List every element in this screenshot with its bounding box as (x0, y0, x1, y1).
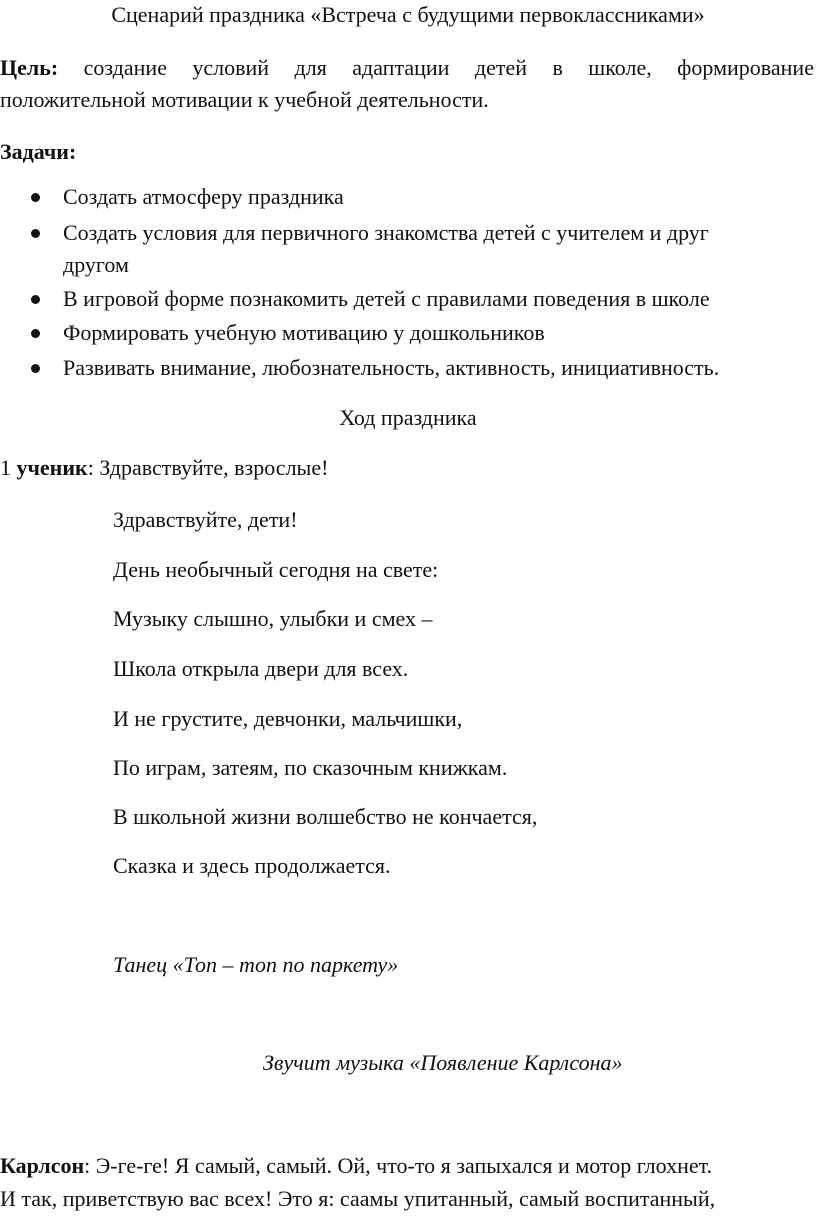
student1-label: ученик (16, 455, 88, 480)
poem-line-2: День необычный сегодня на свете: (113, 557, 439, 582)
goal-label: Цель: (0, 55, 59, 80)
bullet-icon (31, 193, 40, 202)
karlson-line-1 (0, 1155, 712, 1177)
task-item-5: Развивать внимание, любознательность, активность, инициативность. (63, 355, 720, 380)
bullet-icon (31, 329, 40, 338)
student1-number: 1 (0, 455, 11, 480)
goal-text-w7: школе, (588, 55, 652, 80)
goal-text-w4: адаптации (352, 55, 450, 80)
student1-first-line (0, 457, 328, 479)
task-item-4: Формировать учебную мотивацию у дошкольников (63, 320, 545, 345)
task-item-2-cont: другом (63, 252, 129, 277)
goal-text-w3: для (294, 55, 327, 80)
bullet-icon (31, 295, 40, 304)
stage-direction-music: Звучит музыка «Появление Карлсона» (263, 1050, 623, 1075)
tasks-label: Задачи: (0, 139, 77, 164)
goal-text-w6: в (552, 55, 563, 80)
task-item-1: Создать атмосферу праздника (63, 184, 344, 209)
stage-direction-dance: Танец «Топ – топ по паркету» (113, 952, 399, 977)
poem-line-3: Музыку слышно, улыбки и смех – (113, 606, 433, 631)
poem-line-6: По играм, затеям, по сказочным книжкам. (113, 755, 508, 780)
karlson-line-2: И так, приветствую вас всех! Это я: саамы упитанный, самый воспитанный, (0, 1186, 716, 1211)
goal-text-w1: создание (83, 55, 167, 80)
goal-paragraph-line1 (0, 57, 814, 79)
poem-line-8: Сказка и здесь продолжается. (113, 853, 391, 878)
karlson-text-1: : Э-ге-ге! Я самый, самый. Ой, что-то я запыхался и мотор глохнет. (84, 1153, 713, 1178)
bullet-icon (31, 229, 40, 238)
poem-line-1: Здравствуйте, дети! (113, 507, 298, 532)
karlson-label: Карлсон (0, 1153, 85, 1178)
goal-text-line2: положительной мотивации к учебной деятельности. (0, 87, 489, 112)
goal-text-w5: детей (474, 55, 527, 80)
bullet-icon (31, 364, 40, 373)
poem-line-4: Школа открыла двери для всех. (113, 656, 409, 681)
poem-line-7: В школьной жизни волшебство не кончается, (113, 804, 538, 829)
task-item-2: Создать условия для первичного знакомства детей с учителем и друг (63, 220, 709, 245)
poem-line-5: И не грустите, девчонки, мальчишки, (113, 706, 463, 731)
task-item-3: В игровой форме познакомить детей с правилами поведения в школе (63, 286, 710, 311)
student1-greeting: : Здравствуйте, взрослые! (87, 455, 329, 480)
goal-text-w2: условий (192, 55, 270, 80)
section-title: Ход праздника (339, 405, 477, 430)
document-title: Сценарий праздника «Встреча с будущими первоклассниками» (111, 2, 705, 27)
goal-text-w8: формирование (677, 55, 814, 80)
